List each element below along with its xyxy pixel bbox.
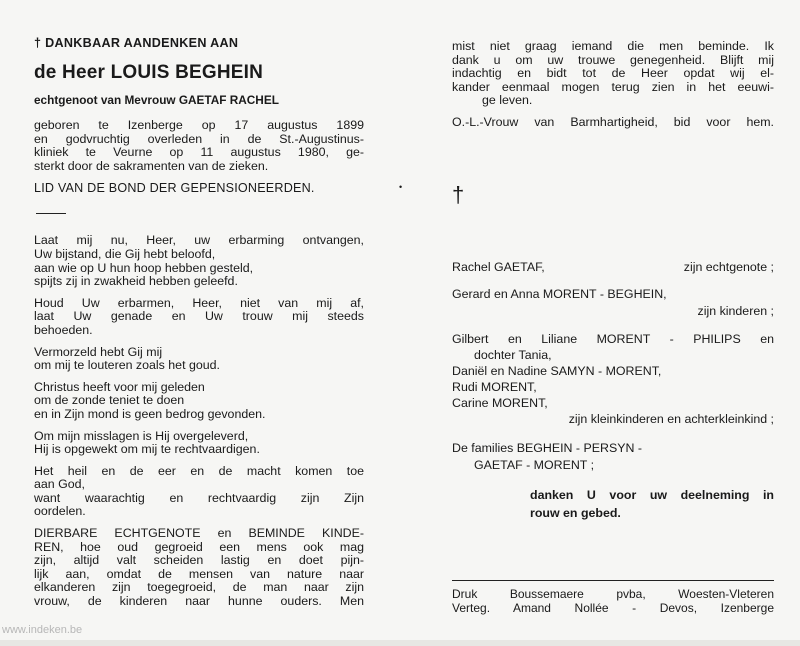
prayer-stanza-5: Om mijn misslagen is Hij overgeleverd, Hij is opgewekt om mij te rechtvaardigen. (34, 428, 260, 457)
watermark: www.indeken.be (2, 624, 83, 636)
family-children: Gerard en Anna MORENT - BEGHEIN, zijn kinderen ; (452, 287, 774, 319)
prayer-stanza-3: Vermorzeld hebt Gij mij om mij te louteren zoals het goud. (34, 344, 220, 373)
prayer-stanza-4: Christus heeft voor mij geleden om de zonde teniet te doen en in Zijn mond is geen bedrog gevonden. (34, 379, 266, 421)
scan-edge (0, 640, 800, 646)
prayer-stanza-1: Laat mij nu, Heer, uw erbarming ontvangen, Uw bijstand, die Gij hebt beloofd, aan wie op U hun hoop hebben gesteld, spijts zij in zwakheid hebben geleefd. (34, 233, 364, 289)
birth-paragraph: geboren te Izenberge op 17 augustus 1899 en godvruchtig overleden in de St.-Augustinus- kliniek te Veurne op 11 augustus 1980, ge- sterkt door de sakramenten van de zieken. (34, 118, 364, 173)
divider (36, 213, 66, 214)
cross-icon: † (452, 182, 465, 207)
prayer-request: O.-L.-Vrouw van Barmhartigheid, bid voor hem. (452, 114, 774, 129)
family-spouse: Rachel GAETAF, zijn echtgenote ; (452, 260, 774, 274)
right-column-text (452, 40, 774, 138)
printer-divider (452, 580, 774, 581)
membership-line: LID VAN DE BOND DER GEPENSIONEERDEN. (34, 181, 315, 196)
prayer-stanza-6: Het heil en de eer en de macht komen toe aan God, want waarachtig en rechtvaardig zijn Zijn oordelen. (34, 463, 364, 519)
left-column (34, 36, 364, 617)
farewell-continuation: mist niet graag iemand die men beminde. Ik dank u om uw trouwe genegenheid. Blijft mij indachtig en bidt tot de Heer opdat wij el- kander eenmaal mogen terug zien in het eeuwi- ge leven. (452, 39, 774, 108)
farewell-paragraph: DIERBARE ECHTGENOTE en BEMINDE KINDE- REN, hoe oud gegroeid een mens ook mag zijn, altijd valt scheiden lastig en doet pijn- lijk aan, omdat de mensen van nature naar elkanderen zijn toegegroeid, de man naar zijn vrouw, de kinderen naar hunne ouders. Men (34, 526, 364, 609)
family-grandchildren: Gilbert en Liliane MORENT - PHILIPS en dochter Tania, Daniël en Nadine SAMYN - MORENT, Rudi MORENT, Carine MORENT, zijn kleinkinderen en achterkleinkind ; (452, 332, 774, 426)
printer-info: Druk Boussemaere pvba, Woesten-Vleteren Verteg. Amand Nollée - Devos, Izenberge (452, 587, 774, 615)
header-dankbaar: † DANKBAAR AANDENKEN AAN (34, 36, 239, 50)
family-households: De families BEGHEIN - PERSYN - GAETAF - MORENT ; (452, 441, 643, 472)
prayer-stanza-2: Houd Uw erbarmen, Heer, niet van mij af, laat Uw genade en Uw trouw mij steeds behoeden. (34, 295, 364, 337)
spouse-line: echtgenoot van Mevrouw GAETAF RACHEL (34, 93, 279, 107)
thanks-text: danken U voor uw deelneming in rouw en gebed. (530, 488, 774, 520)
print-speck: • (399, 182, 403, 192)
deceased-name: de Heer LOUIS BEGHEIN (34, 62, 264, 83)
